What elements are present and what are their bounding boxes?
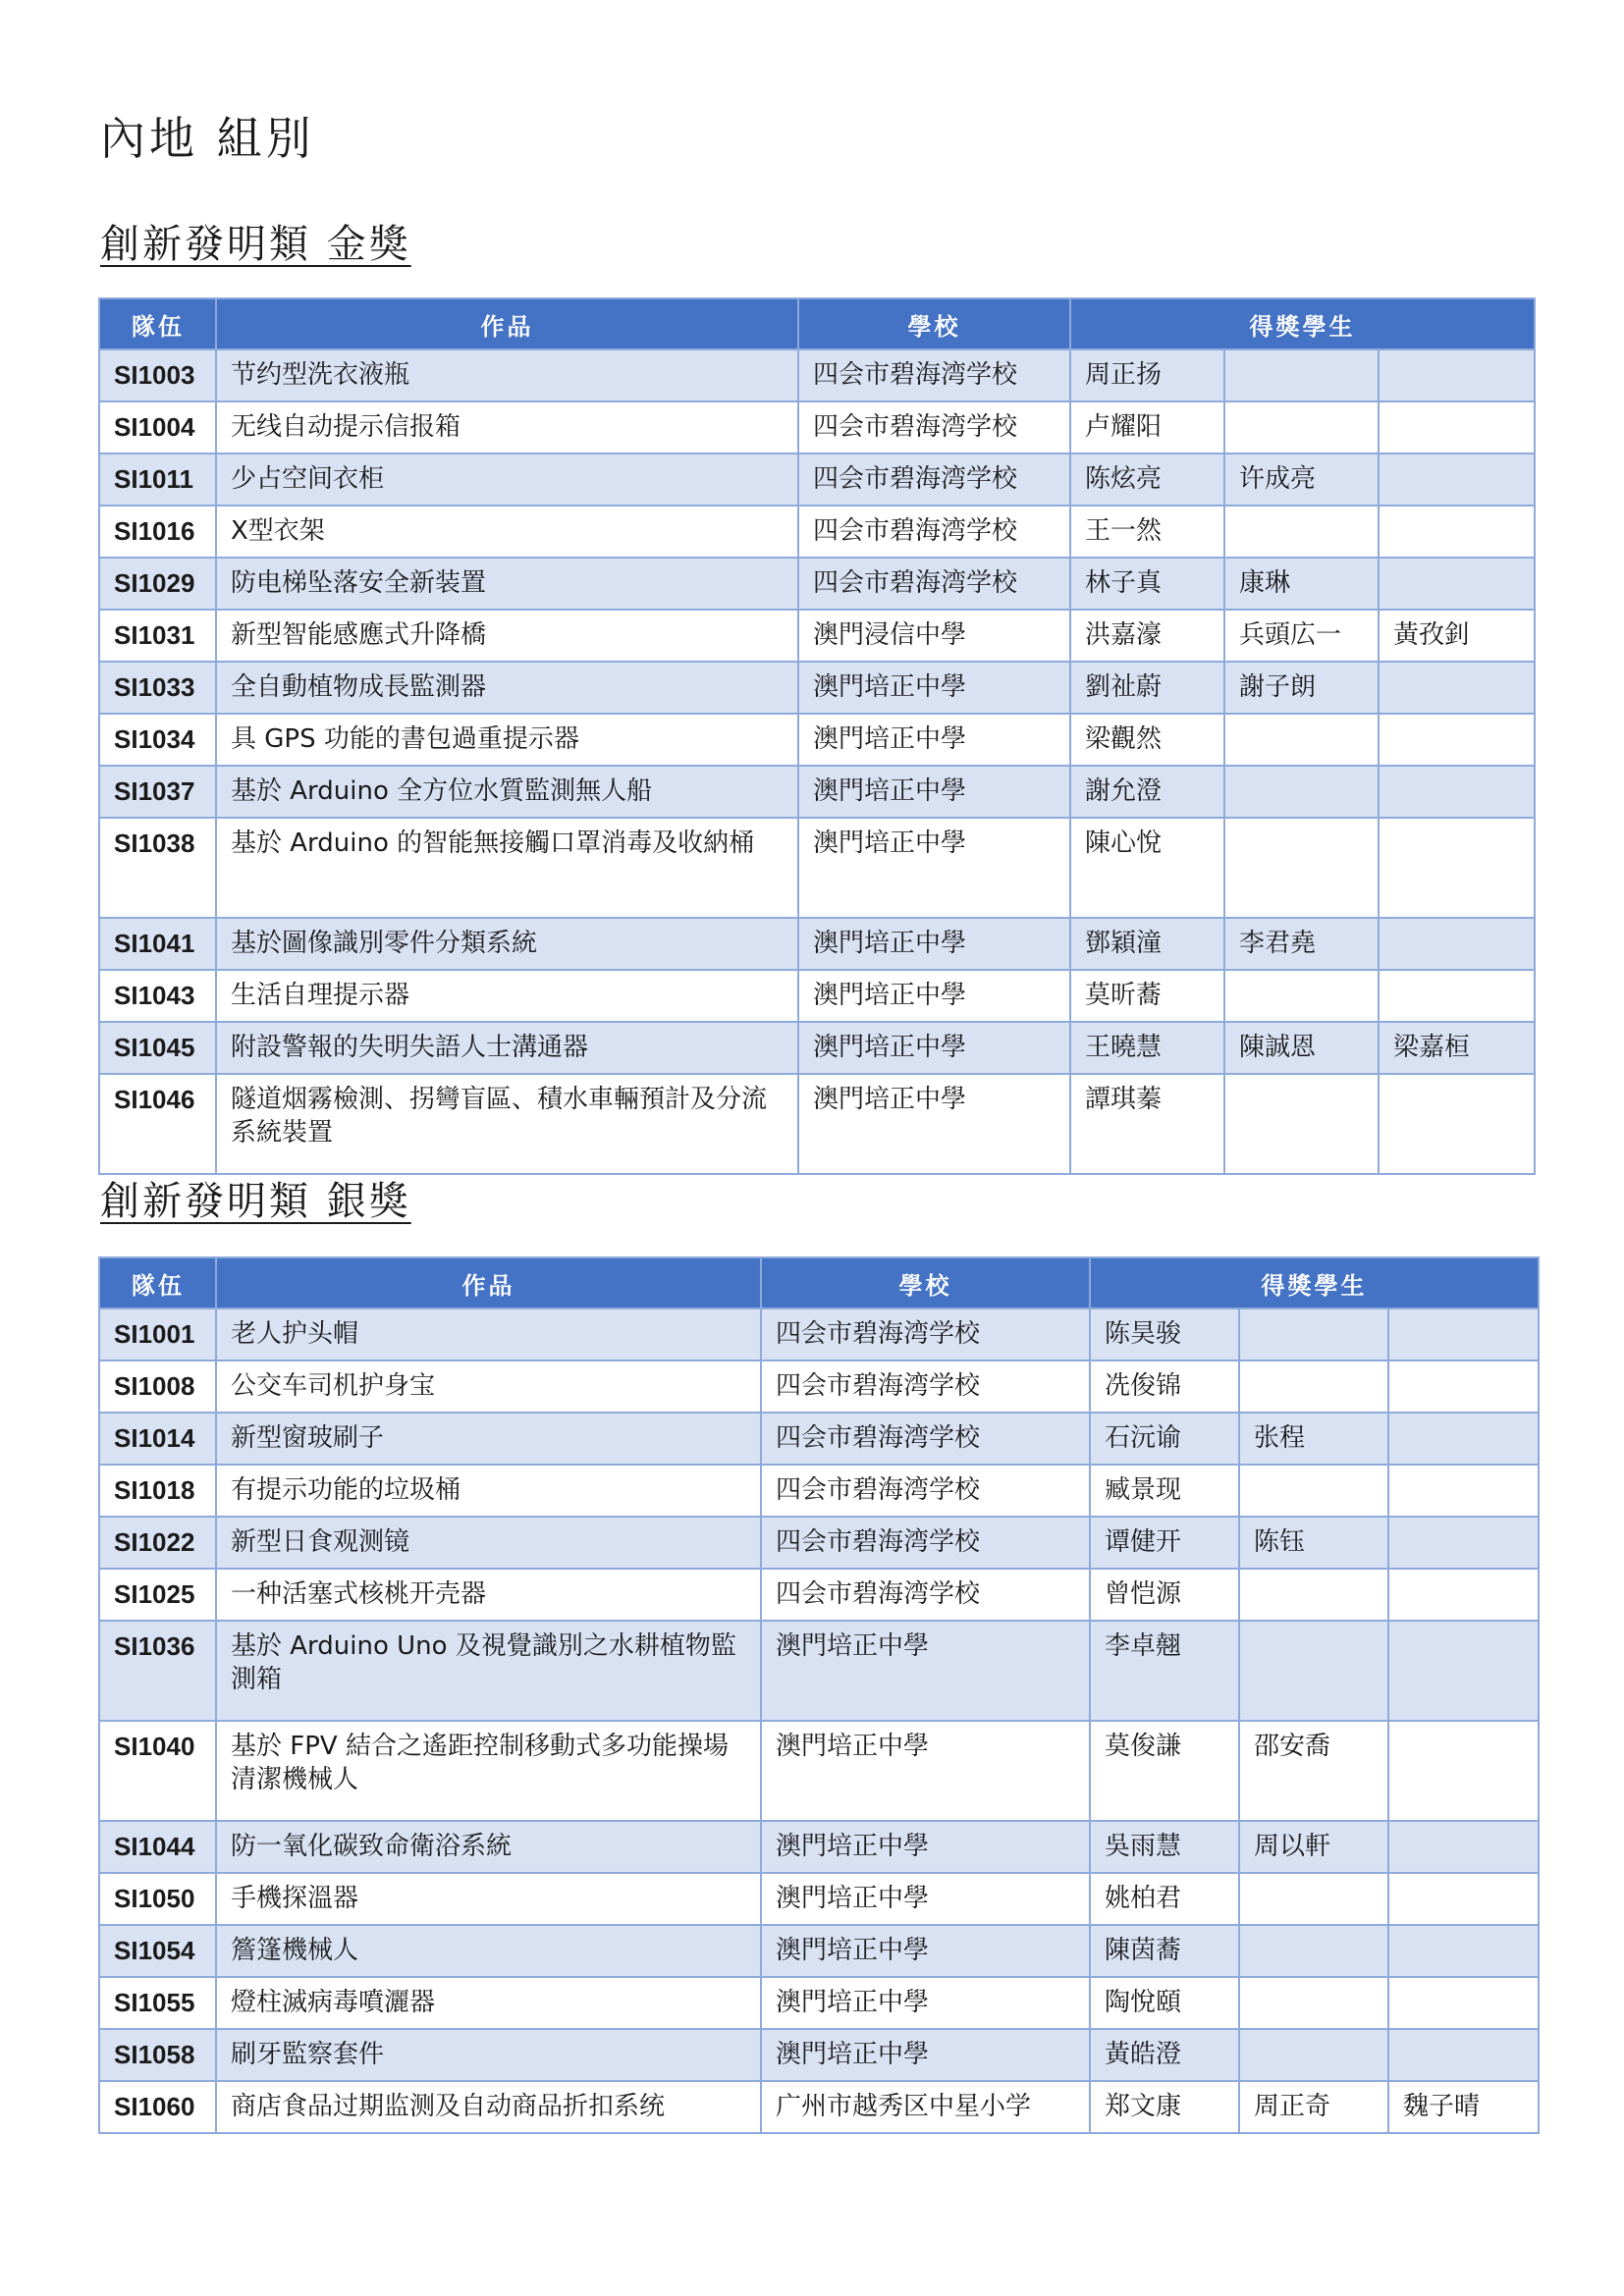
student-cell: 梁觀然: [1070, 714, 1224, 766]
student-cell: 陳茵蕎: [1090, 1925, 1239, 1977]
student-cell: [1379, 970, 1535, 1022]
school-cell: 四会市碧海湾学校: [761, 1361, 1090, 1413]
student-cell: [1239, 2029, 1388, 2081]
student-cell: 邵安喬: [1239, 1721, 1388, 1821]
student-cell: [1379, 818, 1535, 918]
table-row: [99, 1925, 1539, 1977]
student-cell: 康琳: [1224, 558, 1379, 610]
student-cell: 王一然: [1070, 506, 1224, 558]
school-cell: 四会市碧海湾学校: [761, 1308, 1090, 1361]
team-id-cell: SI1011: [99, 454, 216, 506]
student-cell: [1379, 349, 1535, 401]
school-cell: 澳門培正中學: [798, 766, 1070, 818]
student-cell: 李君堯: [1224, 918, 1379, 970]
team-id-cell: SI1054: [99, 1925, 216, 1977]
table-row: [99, 970, 1535, 1022]
work-cell: 防一氧化碳致命衛浴系統: [216, 1821, 761, 1873]
work-cell: 基於 FPV 結合之遙距控制移動式多功能操場清潔機械人: [216, 1721, 761, 1821]
student-cell: [1224, 714, 1379, 766]
student-cell: [1388, 1308, 1539, 1361]
student-cell: [1388, 1821, 1539, 1873]
student-cell: 冼俊锦: [1090, 1361, 1239, 1413]
work-cell: X型衣架: [216, 506, 798, 558]
student-cell: [1379, 454, 1535, 506]
table-row: [99, 1873, 1539, 1925]
student-cell: [1388, 1569, 1539, 1621]
student-cell: 周以軒: [1239, 1821, 1388, 1873]
work-cell: 基於 Arduino 的智能無接觸口罩消毒及收納桶: [216, 818, 798, 918]
student-cell: [1224, 970, 1379, 1022]
work-cell: 生活自理提示器: [216, 970, 798, 1022]
school-cell: 澳門培正中學: [798, 662, 1070, 714]
school-cell: 澳門培正中學: [761, 1821, 1090, 1873]
student-cell: [1388, 1413, 1539, 1465]
school-cell: 四会市碧海湾学校: [761, 1517, 1090, 1569]
student-cell: [1239, 1621, 1388, 1721]
school-cell: 澳門培正中學: [761, 1721, 1090, 1821]
work-cell: 有提示功能的垃圾桶: [216, 1465, 761, 1517]
student-cell: 黃孜釗: [1379, 610, 1535, 662]
work-cell: 少占空间衣柜: [216, 454, 798, 506]
student-cell: 姚柏君: [1090, 1873, 1239, 1925]
student-cell: [1224, 506, 1379, 558]
school-column-header: 學校: [761, 1257, 1090, 1308]
school-cell: 澳門培正中學: [761, 1925, 1090, 1977]
work-column-header: 作品: [216, 1257, 761, 1308]
student-cell: [1379, 506, 1535, 558]
student-cell: [1239, 1925, 1388, 1977]
team-id-cell: SI1037: [99, 766, 216, 818]
school-cell: 澳門培正中學: [761, 1977, 1090, 2029]
student-cell: 陳誠恩: [1224, 1022, 1379, 1074]
student-cell: [1239, 1308, 1388, 1361]
team-id-cell: SI1034: [99, 714, 216, 766]
student-cell: 陶悅頤: [1090, 1977, 1239, 2029]
student-cell: [1388, 1517, 1539, 1569]
team-id-cell: SI1031: [99, 610, 216, 662]
student-cell: 謝子朗: [1224, 662, 1379, 714]
student-cell: [1388, 1361, 1539, 1413]
school-cell: 四会市碧海湾学校: [798, 558, 1070, 610]
team-id-cell: SI1044: [99, 1821, 216, 1873]
work-cell: 手機探溫器: [216, 1873, 761, 1925]
student-cell: [1239, 1361, 1388, 1413]
table-row: [99, 558, 1535, 610]
page-title: 內地 組別: [100, 112, 315, 165]
table-row: [99, 818, 1535, 918]
student-cell: [1224, 349, 1379, 401]
section-title-gold: 創新發明類 金獎: [100, 222, 411, 267]
school-column-header: 學校: [798, 298, 1070, 349]
table-row: [99, 714, 1535, 766]
team-id-cell: SI1046: [99, 1074, 216, 1174]
silver-award-table: [98, 1256, 1540, 2134]
student-cell: 臧景现: [1090, 1465, 1239, 1517]
school-cell: 四会市碧海湾学校: [798, 506, 1070, 558]
student-cell: 陳心悅: [1070, 818, 1224, 918]
school-cell: 澳門浸信中學: [798, 610, 1070, 662]
school-cell: 澳門培正中學: [798, 918, 1070, 970]
work-cell: 一种活塞式核桃开壳器: [216, 1569, 761, 1621]
team-id-cell: SI1038: [99, 818, 216, 918]
table-row: [99, 1517, 1539, 1569]
student-cell: 黃皓澄: [1090, 2029, 1239, 2081]
student-cell: 周正奇: [1239, 2081, 1388, 2133]
work-cell: 具 GPS 功能的書包過重提示器: [216, 714, 798, 766]
student-cell: 许成亮: [1224, 454, 1379, 506]
student-cell: 謝允澄: [1070, 766, 1224, 818]
team-column-header: 隊伍: [99, 298, 216, 349]
student-cell: [1379, 558, 1535, 610]
team-id-cell: SI1016: [99, 506, 216, 558]
work-cell: 防电梯坠落安全新装置: [216, 558, 798, 610]
students-column-header: 得獎學生: [1090, 1257, 1539, 1308]
student-cell: 卢耀阳: [1070, 401, 1224, 454]
team-column-header: 隊伍: [99, 1257, 216, 1308]
school-cell: 澳門培正中學: [798, 714, 1070, 766]
student-cell: 吳雨慧: [1090, 1821, 1239, 1873]
student-cell: 林子真: [1070, 558, 1224, 610]
table-row: [99, 1569, 1539, 1621]
student-cell: 曾恺源: [1090, 1569, 1239, 1621]
student-cell: [1388, 2029, 1539, 2081]
student-cell: 陈昊骏: [1090, 1308, 1239, 1361]
school-cell: 澳門培正中學: [761, 2029, 1090, 2081]
student-cell: [1224, 818, 1379, 918]
team-id-cell: SI1041: [99, 918, 216, 970]
table-header-row: [99, 298, 1535, 349]
student-cell: 王曉慧: [1070, 1022, 1224, 1074]
table-row: [99, 766, 1535, 818]
section-title-silver: 創新發明類 銀獎: [100, 1179, 411, 1224]
work-cell: 全自動植物成長監測器: [216, 662, 798, 714]
student-cell: [1239, 1977, 1388, 2029]
work-cell: 老人护头帽: [216, 1308, 761, 1361]
student-cell: 莫俊謙: [1090, 1721, 1239, 1821]
table-row: [99, 1361, 1539, 1413]
student-cell: [1379, 918, 1535, 970]
team-id-cell: SI1008: [99, 1361, 216, 1413]
student-cell: 石沅谕: [1090, 1413, 1239, 1465]
work-cell: 新型日食观测镜: [216, 1517, 761, 1569]
student-cell: 劉祉蔚: [1070, 662, 1224, 714]
work-cell: 附設警報的失明失語人士溝通器: [216, 1022, 798, 1074]
school-cell: 四会市碧海湾学校: [798, 349, 1070, 401]
team-id-cell: SI1036: [99, 1621, 216, 1721]
team-id-cell: SI1050: [99, 1873, 216, 1925]
team-id-cell: SI1040: [99, 1721, 216, 1821]
team-id-cell: SI1025: [99, 1569, 216, 1621]
team-id-cell: SI1018: [99, 1465, 216, 1517]
team-id-cell: SI1014: [99, 1413, 216, 1465]
student-cell: 谭健开: [1090, 1517, 1239, 1569]
team-id-cell: SI1004: [99, 401, 216, 454]
work-cell: 隧道烟霧檢測、拐彎盲區、積水車輛預計及分流系統裝置: [216, 1074, 798, 1174]
work-cell: 公交车司机护身宝: [216, 1361, 761, 1413]
table-row: [99, 1821, 1539, 1873]
student-cell: 陈钰: [1239, 1517, 1388, 1569]
student-cell: [1224, 1074, 1379, 1174]
school-cell: 澳門培正中學: [798, 1022, 1070, 1074]
student-cell: 周正扬: [1070, 349, 1224, 401]
student-cell: [1239, 1569, 1388, 1621]
school-cell: 四会市碧海湾学校: [798, 454, 1070, 506]
student-cell: [1379, 662, 1535, 714]
table-row: [99, 1022, 1535, 1074]
student-cell: 鄧穎潼: [1070, 918, 1224, 970]
student-cell: [1379, 1074, 1535, 1174]
school-cell: 四会市碧海湾学校: [761, 1569, 1090, 1621]
team-id-cell: SI1043: [99, 970, 216, 1022]
team-id-cell: SI1033: [99, 662, 216, 714]
team-id-cell: SI1003: [99, 349, 216, 401]
student-cell: 郑文康: [1090, 2081, 1239, 2133]
team-id-cell: SI1058: [99, 2029, 216, 2081]
work-cell: 新型窗玻刷子: [216, 1413, 761, 1465]
table-row: [99, 2081, 1539, 2133]
student-cell: [1388, 1873, 1539, 1925]
school-cell: 广州市越秀区中星小学: [761, 2081, 1090, 2133]
team-id-cell: SI1055: [99, 1977, 216, 2029]
student-cell: [1388, 1977, 1539, 2029]
table-row: [99, 1074, 1535, 1174]
student-cell: [1379, 714, 1535, 766]
table-row: [99, 610, 1535, 662]
work-cell: 簷篷機械人: [216, 1925, 761, 1977]
student-cell: 陈炫亮: [1070, 454, 1224, 506]
table-row: [99, 918, 1535, 970]
table-row: [99, 1721, 1539, 1821]
school-cell: 澳門培正中學: [798, 1074, 1070, 1174]
student-cell: 魏子晴: [1388, 2081, 1539, 2133]
school-cell: 四会市碧海湾学校: [761, 1413, 1090, 1465]
team-id-cell: SI1060: [99, 2081, 216, 2133]
table-row: [99, 1621, 1539, 1721]
team-id-cell: SI1022: [99, 1517, 216, 1569]
school-cell: 澳門培正中學: [798, 970, 1070, 1022]
work-cell: 基於 Arduino 全方位水質監測無人船: [216, 766, 798, 818]
student-cell: [1388, 1925, 1539, 1977]
team-id-cell: SI1029: [99, 558, 216, 610]
student-cell: 兵頭広一: [1224, 610, 1379, 662]
table-row: [99, 1413, 1539, 1465]
school-cell: 澳門培正中學: [761, 1873, 1090, 1925]
table-row: [99, 1465, 1539, 1517]
student-cell: [1388, 1465, 1539, 1517]
table-row: [99, 1977, 1539, 2029]
work-cell: 刷牙監察套件: [216, 2029, 761, 2081]
table-row: [99, 401, 1535, 454]
student-cell: [1224, 401, 1379, 454]
work-cell: 节约型洗衣液瓶: [216, 349, 798, 401]
student-cell: [1224, 766, 1379, 818]
table-row: [99, 662, 1535, 714]
student-cell: [1379, 766, 1535, 818]
table-row: [99, 2029, 1539, 2081]
gold-award-table: [98, 297, 1536, 1175]
table-header-row: [99, 1257, 1539, 1308]
school-cell: 四会市碧海湾学校: [761, 1465, 1090, 1517]
work-column-header: 作品: [216, 298, 798, 349]
student-cell: [1388, 1621, 1539, 1721]
student-cell: 梁嘉桓: [1379, 1022, 1535, 1074]
work-cell: 基於 Arduino Uno 及視覺識別之水耕植物監測箱: [216, 1621, 761, 1721]
school-cell: 四会市碧海湾学校: [798, 401, 1070, 454]
work-cell: 商店食品过期监测及自动商品折扣系统: [216, 2081, 761, 2133]
work-cell: 无线自动提示信报箱: [216, 401, 798, 454]
table-row: [99, 1308, 1539, 1361]
table-row: [99, 454, 1535, 506]
student-cell: [1388, 1721, 1539, 1821]
student-cell: 譚琪蓁: [1070, 1074, 1224, 1174]
student-cell: [1239, 1873, 1388, 1925]
students-column-header: 得獎學生: [1070, 298, 1535, 349]
team-id-cell: SI1045: [99, 1022, 216, 1074]
work-cell: 新型智能感應式升降橋: [216, 610, 798, 662]
work-cell: 基於圖像識別零件分類系統: [216, 918, 798, 970]
school-cell: 澳門培正中學: [761, 1621, 1090, 1721]
student-cell: 张程: [1239, 1413, 1388, 1465]
work-cell: 燈柱滅病毒噴灑器: [216, 1977, 761, 2029]
table-row: [99, 506, 1535, 558]
student-cell: 洪嘉濠: [1070, 610, 1224, 662]
table-row: [99, 349, 1535, 401]
student-cell: 莫昕蕎: [1070, 970, 1224, 1022]
team-id-cell: SI1001: [99, 1308, 216, 1361]
school-cell: 澳門培正中學: [798, 818, 1070, 918]
student-cell: [1239, 1465, 1388, 1517]
student-cell: [1379, 401, 1535, 454]
student-cell: 李卓翹: [1090, 1621, 1239, 1721]
